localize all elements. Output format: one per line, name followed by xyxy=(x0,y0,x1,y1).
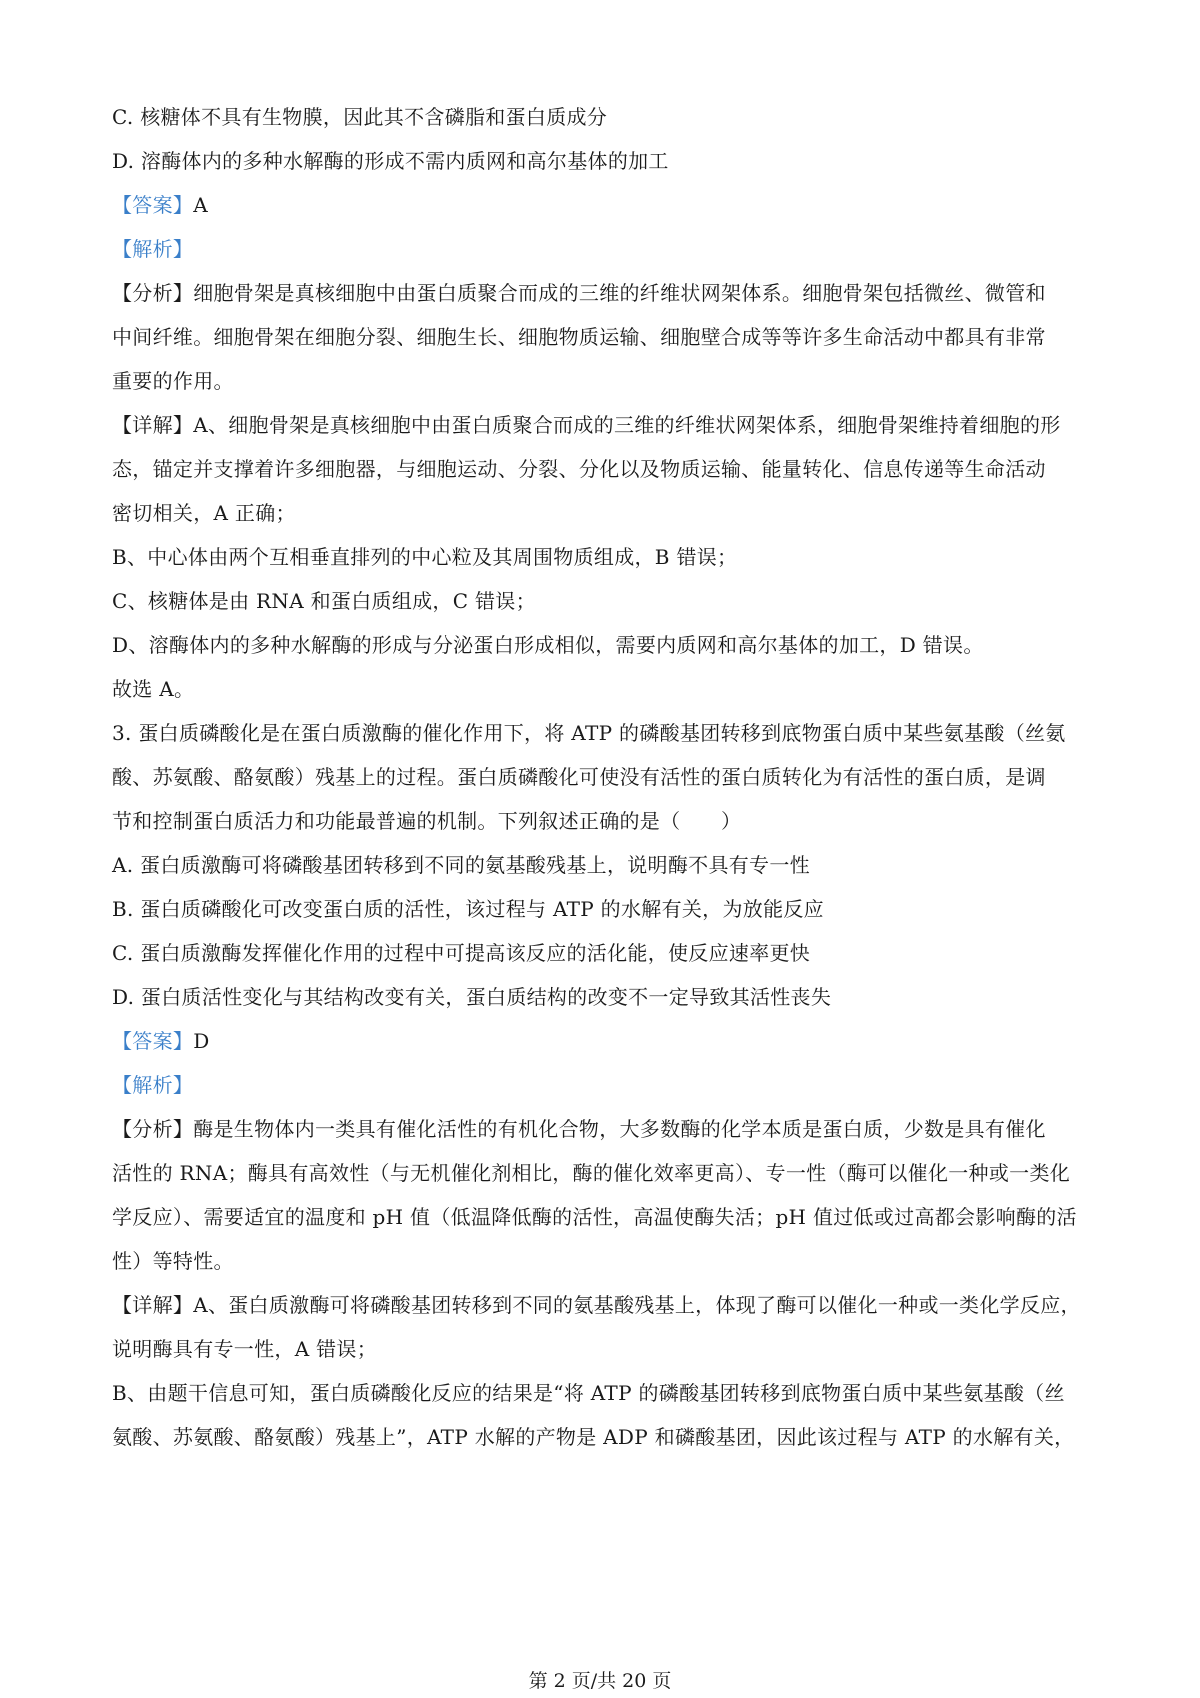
fenxi-text: 学反应）、需要适宜的温度和 pH 值（低温降低酶的活性，高温使酶失活；pH 值过低或过高都会影响酶的活 xyxy=(112,1205,1077,1229)
fenxi-text: 活性的 RNA；酶具有高效性（与无机催化剂相比，酶的催化效率更高）、专一性（酶可以催化一种或一类化 xyxy=(112,1161,1071,1185)
jiexi-tag: 【解析】 xyxy=(112,237,194,261)
fenxi-line xyxy=(112,280,1112,306)
option-d: D. 溶酶体内的多种水解酶的形成不需内质网和高尔基体的加工 xyxy=(112,149,669,173)
jiexi-tag: 【解析】 xyxy=(112,1073,194,1097)
xiangjie-text: 态，锚定并支撑着许多细胞器，与细胞运动、分裂、分化以及物质运输、能量转化、信息传递等生命活动 xyxy=(112,457,1046,481)
xiangjie-text: 说明酶具有专一性，A 错误； xyxy=(112,1337,378,1361)
xiangjie-text: A、蛋白质激酶可将磷酸基团转移到不同的氨基酸残基上，体现了酶可以催化一种或一类化学反应， xyxy=(193,1293,1081,1317)
xiangjie-text: D、溶酶体内的多种水解酶的形成与分泌蛋白形成相似，需要内质网和高尔基体的加工，D 错误。 xyxy=(112,633,984,657)
xiangjie-line xyxy=(112,412,1112,438)
fenxi-line xyxy=(112,1116,1112,1142)
option-b: B. 蛋白质磷酸化可改变蛋白质的活性，该过程与 ATP 的水解有关，为放能反应 xyxy=(112,897,824,921)
answer-tag: 【答案】 xyxy=(112,193,194,217)
xiangjie-tag: 【详解】 xyxy=(112,1293,194,1317)
fenxi-text: 细胞骨架是真核细胞中由蛋白质聚合而成的三维的纤维状网架体系。细胞骨架包括微丝、微管和 xyxy=(193,281,1046,305)
xiangjie-text: 故选 A。 xyxy=(112,677,195,701)
fenxi-text: 中间纤维。细胞骨架在细胞分裂、细胞生长、细胞物质运输、细胞壁合成等等许多生命活动中都具有非常 xyxy=(112,325,1046,349)
answer-value: D xyxy=(193,1029,210,1053)
xiangjie-tag: 【详解】 xyxy=(112,413,194,437)
option-d: D. 蛋白质活性变化与其结构改变有关，蛋白质结构的改变不一定导致其活性丧失 xyxy=(112,985,832,1009)
answer-line xyxy=(112,1028,1112,1054)
option-c: C. 核糖体不具有生物膜，因此其不含磷脂和蛋白质成分 xyxy=(112,105,608,129)
xiangjie-text: 氨酸、苏氨酸、酪氨酸）残基上”，ATP 水解的产物是 ADP 和磷酸基团，因此该过程与 ATP 的水解有关， xyxy=(112,1425,1075,1449)
xiangjie-text: C、核糖体是由 RNA 和蛋白质组成，C 错误； xyxy=(112,589,536,613)
answer-line xyxy=(112,192,1112,218)
question-stem: 节和控制蛋白质活力和功能最普遍的机制。下列叙述正确的是（ ） xyxy=(112,809,742,833)
fenxi-text: 酶是生物体内一类具有催化活性的有机化合物，大多数酶的化学本质是蛋白质，少数是具有催化 xyxy=(193,1117,1046,1141)
answer-value: A xyxy=(193,193,208,217)
fenxi-text: 性）等特性。 xyxy=(112,1249,234,1273)
page-number: 第 2 页/共 20 页 xyxy=(528,1670,672,1692)
xiangjie-text: 密切相关，A 正确； xyxy=(112,501,296,525)
question-stem: 酸、苏氨酸、酪氨酸）残基上的过程。蛋白质磷酸化可使没有活性的蛋白质转化为有活性的蛋白质，是调 xyxy=(112,765,1046,789)
fenxi-text: 重要的作用。 xyxy=(112,369,234,393)
fenxi-tag: 【分析】 xyxy=(112,1117,194,1141)
xiangjie-text: B、中心体由两个互相垂直排列的中心粒及其周围物质组成，B 错误； xyxy=(112,545,738,569)
xiangjie-text: B、由题干信息可知，蛋白质磷酸化反应的结果是“将 ATP 的磷酸基团转移到底物蛋白质中某些氨基酸（丝 xyxy=(112,1381,1065,1405)
option-a: A. 蛋白质激酶可将磷酸基团转移到不同的氨基酸残基上，说明酶不具有专一性 xyxy=(112,853,810,877)
answer-tag: 【答案】 xyxy=(112,1029,194,1053)
fenxi-tag: 【分析】 xyxy=(112,281,194,305)
xiangjie-line xyxy=(112,1292,1112,1318)
option-c: C. 蛋白质激酶发挥催化作用的过程中可提高该反应的活化能，使反应速率更快 xyxy=(112,941,811,965)
question-stem: 3. 蛋白质磷酸化是在蛋白质激酶的催化作用下，将 ATP 的磷酸基团转移到底物蛋白质中某些氨基酸（丝氨 xyxy=(112,721,1066,745)
xiangjie-text: A、细胞骨架是真核细胞中由蛋白质聚合而成的三维的纤维状网架体系，细胞骨架维持着细胞的形 xyxy=(193,413,1061,437)
